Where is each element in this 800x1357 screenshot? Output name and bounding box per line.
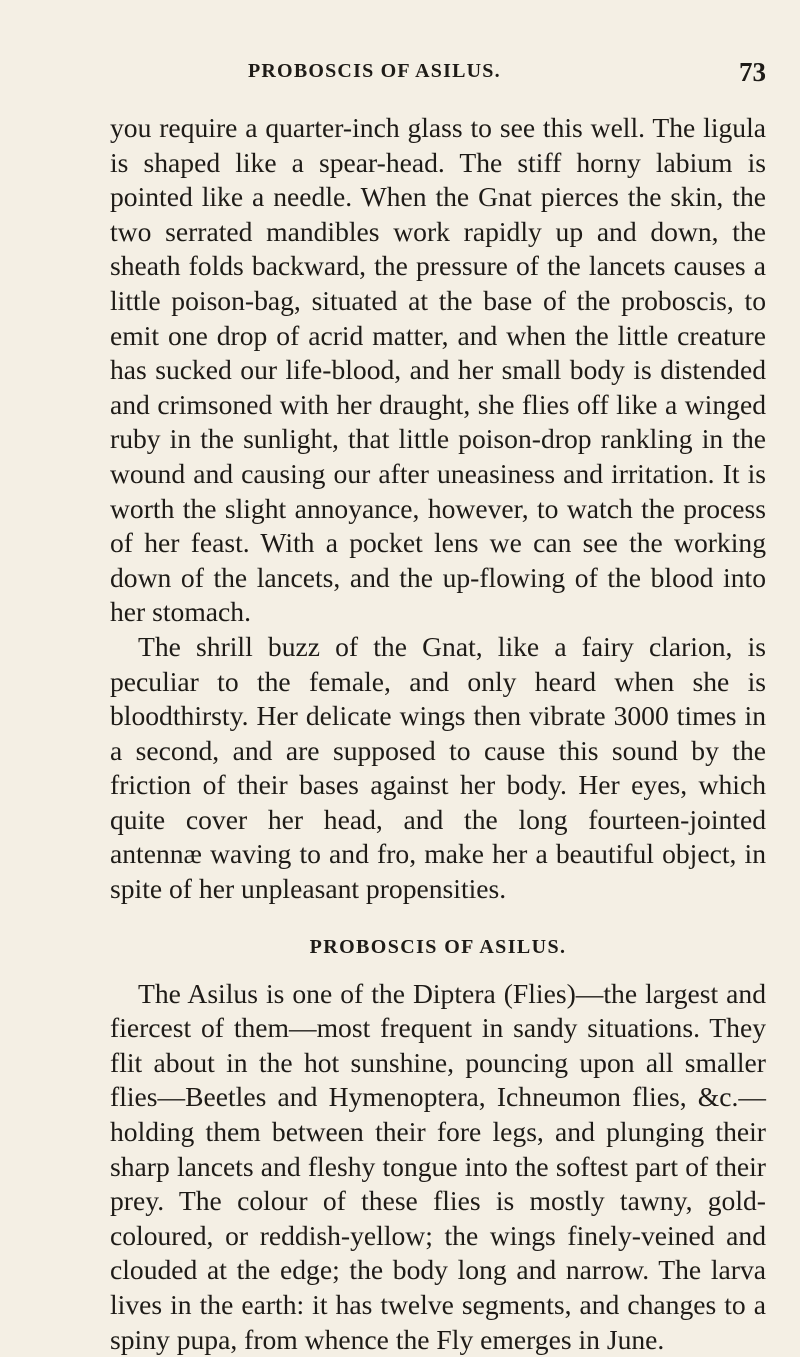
paragraph-gnat-buzz: The shrill buzz of the Gnat, like a fairy clarion, is peculiar to the female, and only heard when she is bloodthirsty. Her delicate wings then vibrate 3000 times in a second, and are supposed to cause this sound by the friction of their bases against her body. Her eyes, which quite cover her head, and the long fourteen-jointed antennæ waving to and fro, make her a beautiful object, in spite of her unpleasant propensities.: [110, 630, 766, 905]
section-heading: PROBOSCIS OF ASILUS.: [309, 935, 567, 958]
paragraph-asilus: The Asilus is one of the Diptera (Flies)—the largest and fiercest of them—most frequent in sandy situations. They flit about in the hot sunshine, pouncing upon all smaller flies—Beetles and Hymenoptera, Ichneumon flies, &c.—holding them between their fore legs, and plunging their sharp lancets and fleshy tongue into the softest part of their prey. The colour of these flies is mostly tawny, gold-coloured, or reddish-yellow; the wings finely-veined and clouded at the edge; the body long and narrow. The larva lives in the earth: it has twelve segments, and changes to a spiny pupa, from whence the Fly emerges in June.: [110, 977, 766, 1355]
running-head: PROBOSCIS OF ASILUS.: [248, 60, 501, 82]
page-header: [110, 57, 766, 90]
body-text: [110, 111, 766, 1357]
page-number: 73: [739, 57, 766, 87]
paragraph-continued: you require a quarter-inch glass to see this well. The ligula is shaped like a spear-head. The stiff horny labium is pointed like a needle. When the Gnat pierces the skin, the two serrated mandibles work rapidly up and down, the sheath folds backward, the pressure of the lancets causes a little poison-bag, situated at the base of the proboscis, to emit one drop of acrid matter, and when the little creature has sucked our life-blood, and her small body is distended and crimsoned with her draught, she flies off like a winged ruby in the sunlight, that little poison-drop rankling in the wound and causing our after uneasiness and irritation. It is worth the slight annoyance, however, to watch the process of her feast. With a pocket lens we can see the working down of the lancets, and the up-flowing of the blood into her stomach.: [110, 112, 766, 628]
